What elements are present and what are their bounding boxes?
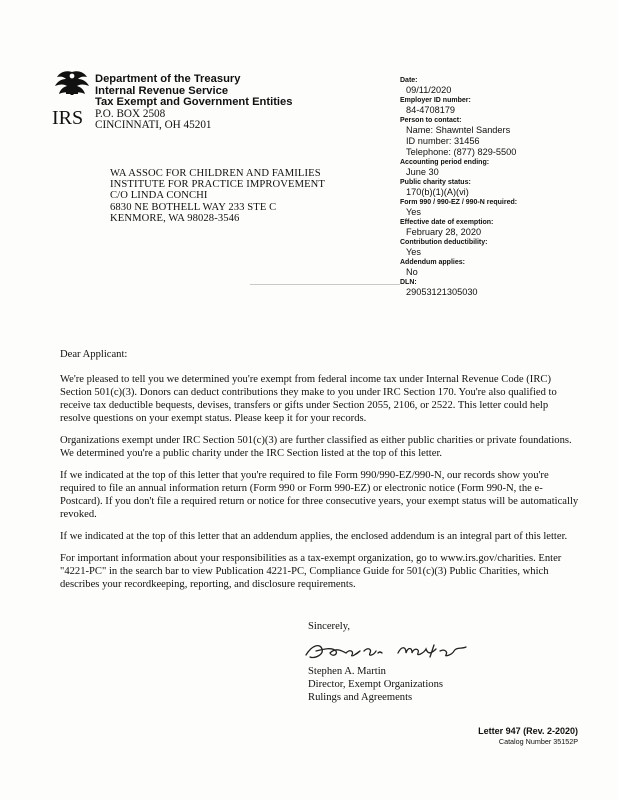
agency-city: CINCINNATI, OH 45201 bbox=[95, 119, 212, 132]
contact-phone: Telephone: (877) 829-5500 bbox=[406, 147, 517, 157]
service-name: Internal Revenue Service bbox=[95, 84, 229, 97]
irs-logo-text: IRS bbox=[52, 107, 84, 126]
paragraph-exemption: We're pleased to tell you we determined you're exempt from federal income tax under Internal Revenue Code (IRC) Section 501(c)(3). Donors can deduct contributions they make to you under IRC Section 170. You're also qualified to receive tax deductible bequests, devises, transfers or gifts under Section 2055, 2106, or 2522. This letter could help resolve questions on your exempt status. Please keep it for your records. bbox=[60, 374, 557, 424]
department-name: Department of the Treasury bbox=[95, 73, 241, 85]
paragraph-classification: Organizations exempt under IRC Section 501(c)(3) are further classified as either public charities or private foundations. We determined you're a public charity under the IRC Section listed at the top of this letter. bbox=[60, 435, 572, 459]
agency-block bbox=[95, 74, 293, 132]
contact-label: Person to contact: bbox=[400, 117, 462, 124]
irs-eagle-logo bbox=[52, 68, 92, 126]
po-box: P.O. BOX 2508 bbox=[95, 107, 166, 120]
date-label: Date: bbox=[400, 77, 418, 84]
charity-label: Public charity status: bbox=[400, 179, 471, 186]
address-line: 6830 NE BOTHELL WAY 233 STE C bbox=[110, 201, 277, 213]
letter-body bbox=[60, 348, 580, 600]
address-line: INSTITUTE FOR PRACTICE IMPROVEMENT bbox=[110, 179, 325, 191]
paragraph-filing: If we indicated at the top of this letter that you're required to file Form 990/990-EZ/990-N, our records show you're required to file an annual information return (Form 990 or Form 990-EZ) or electronic notice (Form 990-N, the e-Postcard). If you don't file a required return or notice for three consecutive years, your exempt status will be automatically revoked. bbox=[60, 470, 579, 520]
ein-value: 84-4708179 bbox=[406, 105, 456, 115]
contact-name: Name: Shawntel Sanders bbox=[406, 125, 511, 135]
catalog-number: Catalog Number 35152P bbox=[498, 737, 578, 746]
handwritten-signature bbox=[302, 637, 472, 663]
period-label: Accounting period ending: bbox=[400, 159, 490, 166]
recipient-address bbox=[110, 168, 325, 224]
form-required-value: Yes bbox=[406, 207, 421, 217]
paragraph-responsibilities: For important information about your responsibilities as a tax-exempt organization, go to www.irs.gov/charities. Enter "4221-PC" in the search bar to view Publication 4221-PC, Compliance Guide for 501(c)(3) Public Charities, which describes your recordkeeping, reporting, and disclosure requirements. bbox=[60, 553, 562, 590]
period-value: June 30 bbox=[406, 167, 439, 177]
date-value: 09/11/2020 bbox=[406, 85, 452, 95]
ein-label: Employer ID number: bbox=[400, 97, 471, 104]
signer-name: Stephen A. Martin bbox=[308, 666, 386, 677]
addendum-label: Addendum applies: bbox=[400, 259, 465, 266]
info-panel bbox=[400, 76, 600, 298]
charity-value: 170(b)(1)(A)(vi) bbox=[406, 187, 469, 197]
deductibility-value: Yes bbox=[406, 247, 421, 257]
salutation: Dear Applicant: bbox=[60, 349, 128, 360]
address-line: WA ASSOC FOR CHILDREN AND FAMILIES bbox=[110, 168, 321, 179]
letter-footer bbox=[448, 726, 578, 746]
effective-date-label: Effective date of exemption: bbox=[400, 219, 494, 226]
closing: Sincerely, bbox=[308, 621, 350, 632]
contact-id: ID number: 31456 bbox=[406, 136, 480, 146]
scan-artifact bbox=[250, 284, 400, 285]
division-name: Tax Exempt and Government Entities bbox=[95, 96, 293, 109]
addendum-value: No bbox=[406, 267, 418, 277]
signature-block bbox=[308, 620, 472, 704]
deductibility-label: Contribution deductibility: bbox=[400, 239, 488, 246]
dln-label: DLN: bbox=[400, 279, 417, 286]
address-line: C/O LINDA CONCHI bbox=[110, 190, 208, 202]
signer-title: Director, Exempt Organizations bbox=[308, 679, 443, 690]
form-required-label: Form 990 / 990-EZ / 990-N required: bbox=[400, 199, 518, 206]
effective-date-value: February 28, 2020 bbox=[406, 227, 482, 237]
paragraph-addendum: If we indicated at the top of this letter that an addendum applies, the enclosed addendum is an integral part of this letter. bbox=[60, 531, 568, 542]
signer-office: Rulings and Agreements bbox=[308, 692, 413, 703]
address-line: KENMORE, WA 98028-3546 bbox=[110, 212, 240, 224]
dln-value: 29053121305030 bbox=[406, 287, 478, 297]
form-identifier: Letter 947 (Rev. 2-2020) bbox=[478, 726, 578, 736]
